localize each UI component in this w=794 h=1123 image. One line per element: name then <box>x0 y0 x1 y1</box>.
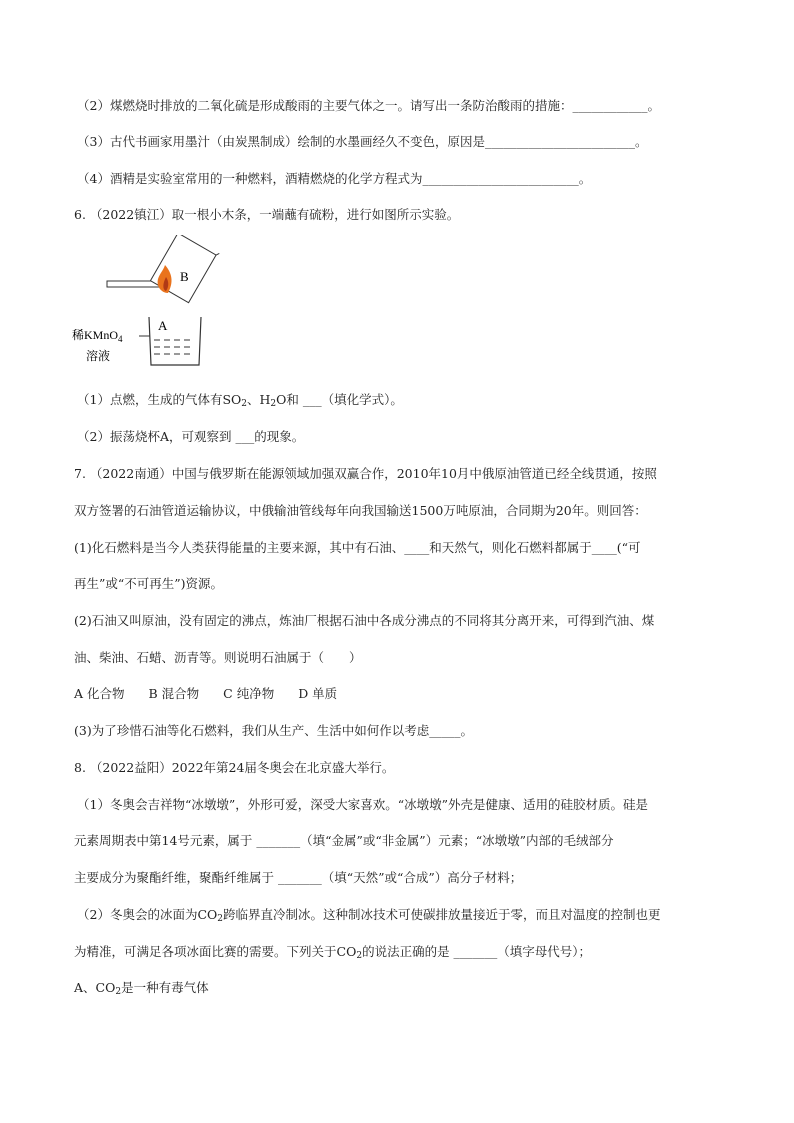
liquid-dashes <box>154 340 190 354</box>
question-7-1-cont: 再生”或“不可再生”)资源。 <box>74 576 224 591</box>
question-6-title: 6. （2022镇江）取一根小木条，一端蘸有硫粉，进行如图所示实验。 <box>74 207 460 222</box>
option-c: C 纯净物 <box>223 686 275 701</box>
question-7-2: (2)石油又叫原油，没有固定的沸点，炼油厂根据石油中各成分沸点的不同将其分离开来，可得到汽油、煤 <box>74 613 655 628</box>
option-b: B 混合物 <box>148 686 200 701</box>
question-6-2: （2）振荡烧杯A，可观察到 ___的现象。 <box>77 429 305 444</box>
experiment-figure <box>72 235 232 375</box>
beaker-a <box>149 317 201 365</box>
question-8-2-cont: 为精准，可满足各项冰面比赛的需要。下列关于$CO_2$的说法正确的是 _______（填字母代号）； <box>74 944 592 961</box>
question-7-3: (3)为了珍惜石油等化石燃料，我们从生产、生活中如何作以考虑_____。 <box>74 723 473 738</box>
question-5-3: （3）古代书画家用墨汁（由炭黑制成）绘制的水墨画经久不变色，原因是________________________。 <box>77 134 648 149</box>
question-5-4: （4）酒精是实验室常用的一种燃料，酒精燃烧的化学方程式为_________________________。 <box>77 171 592 186</box>
question-7-1: (1)化石燃料是当今人类获得能量的主要来源，其中有石油、____和天然气，则化石燃料都属于____(“可 <box>74 540 641 555</box>
label-b: B <box>180 269 189 284</box>
question-7-title-cont: 双方签署的石油管道运输协议，中俄输油管线每年向我国输送1500万吨原油，合同期为20年。则回答： <box>74 503 647 518</box>
experiment-diagram <box>72 235 232 375</box>
question-8-2: （2）冬奥会的冰面为$CO_2$跨临界直冷制冰。这种制冰技术可使碳排放量接近于零，而且对温度的控制也更 <box>77 907 661 924</box>
option-d: D 单质 <box>298 686 338 701</box>
reagent-label: 稀KMnO$_4$ <box>72 328 123 344</box>
question-8-1-cont2: 主要成分为聚酯纤维，聚酯纤维属于 _______（填“天然”或“合成”）高分子材料； <box>74 870 523 885</box>
option-a: A 化合物 <box>74 686 125 701</box>
question-8-title: 8. （2022益阳）2022年第24届冬奥会在北京盛大举行。 <box>74 760 395 775</box>
question-8-1: （1）冬奥会吉祥物“冰墩墩”，外形可爱，深受大家喜欢。“冰墩墩”外壳是健康、适用的硅胶材质。硅是 <box>77 797 649 812</box>
question-7-title: 7. （2022南通）中国与俄罗斯在能源领域加强双赢合作，2010年10月中俄原油管道已经全线贯通，按照 <box>74 466 657 481</box>
reagent-label-2: 溶液 <box>86 349 111 363</box>
question-5-2: （2）煤燃烧时排放的二氧化硫是形成酸雨的主要气体之一。请写出一条防治酸雨的措施：____________。 <box>77 98 660 113</box>
question-8-1-cont: 元素周期表中第14号元素，属于 _______（填“金属”或“非金属”）元素；“冰墩墩”内部的毛绒部分 <box>74 833 614 848</box>
question-8-option-a: A、$CO_2$是一种有毒气体 <box>74 980 209 997</box>
label-a: A <box>158 318 168 333</box>
question-7-2-cont: 油、柴油、石蜡、沥青等。则说明石油属于（ ） <box>74 650 362 665</box>
question-7-options <box>74 685 357 703</box>
question-6-1: （1）点燃，生成的气体有$SO_2$、$H_2O$和 ___（填化学式）。 <box>77 392 403 409</box>
